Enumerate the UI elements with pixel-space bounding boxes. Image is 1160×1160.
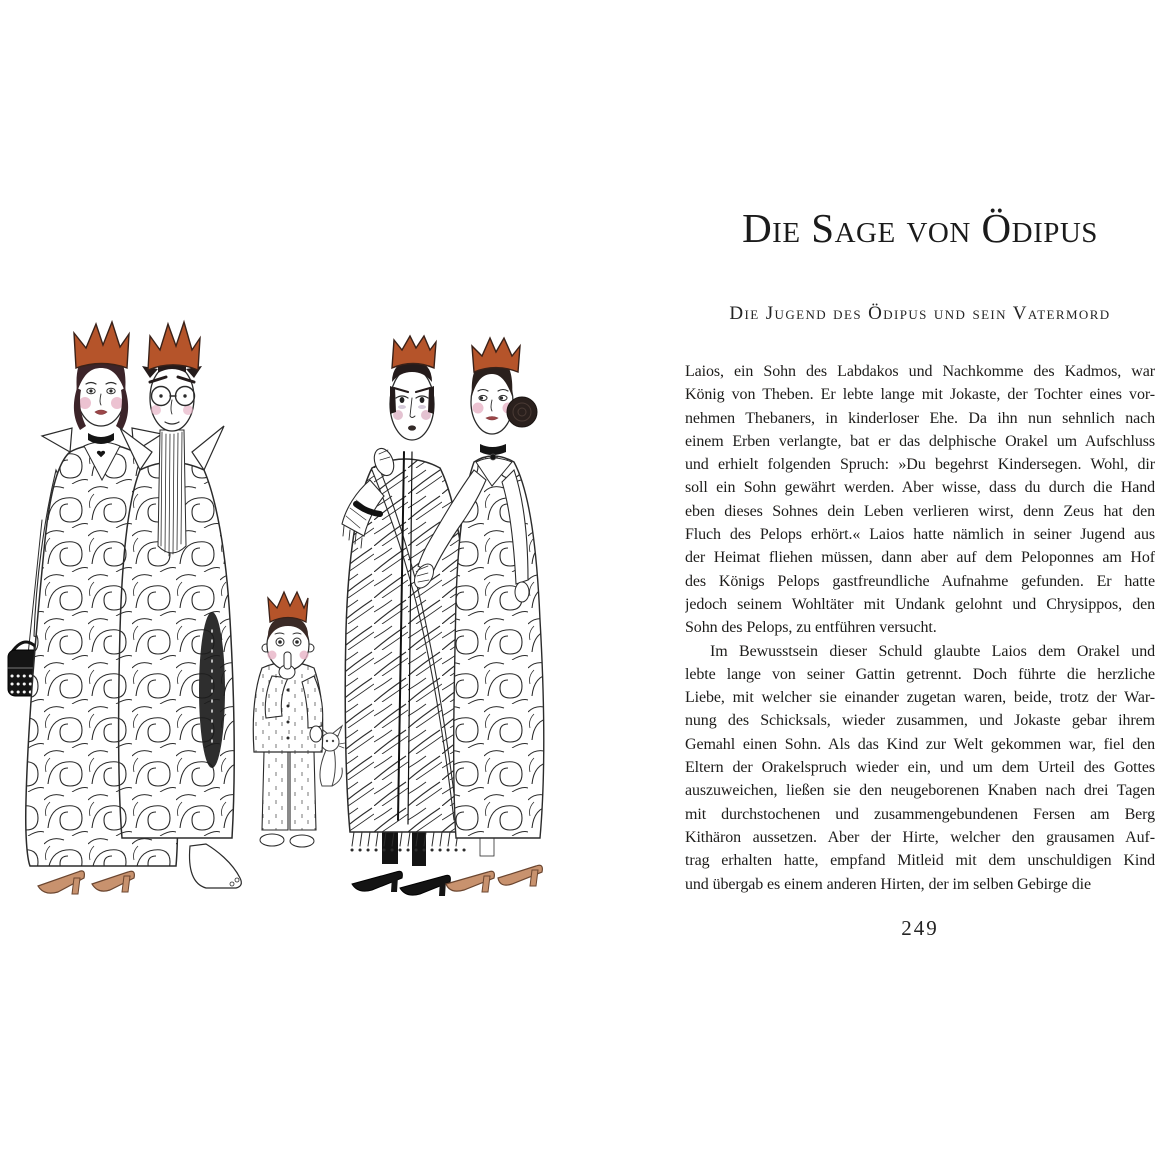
body-line: eben dieses Sohnes dein Leben verlieren wirst, denn Zeus hat den	[685, 502, 1155, 520]
body-line: Im Bewusstsein dieser Schuld glaubte Laios dem Orakel und	[710, 642, 1155, 660]
crown	[268, 592, 308, 622]
crown	[392, 336, 436, 368]
body-line: lebte lange von seiner Gattin getrennt. Doch führte die herzliche	[685, 665, 1155, 683]
body-line: und übergab es einem anderen Hirten, der im selben Gebirge die	[685, 875, 1091, 893]
body-line: des Königs Pelops gastfreundliche Aufnahme gefunden. Er hatte	[685, 572, 1155, 590]
page-number: 249	[901, 916, 939, 940]
body-line: auszuweichen, ließen sie den neugeborenen Knaben nach drei Tagen	[685, 782, 1155, 800]
body-line: und erhielt folgenden Spruch: »Du begehrst Kindersegen. Wohl, dir	[685, 456, 1155, 474]
body-line: jedoch seinem Wohltäter mit Undank gelohnt und Chrysippos, den	[685, 595, 1155, 613]
body-line: Gemahl einen Sohn. Als das Kind zur Welt gekommen war, fiel den	[685, 735, 1155, 753]
body-text	[685, 360, 1155, 896]
body-line: mit durchstochenen und zusammengebundenen Fersen am Berg	[685, 805, 1155, 823]
body-line: Kithäron aussetzen. Aber der Hirte, welcher den grausamen Auf-	[685, 828, 1155, 846]
body-line: Sohn des Pelops, zu entführen versucht.	[685, 619, 937, 637]
body-line: Liebe, mit welcher sie einander zugetan waren, beide, trotz der War-	[685, 689, 1155, 707]
crown	[472, 338, 520, 372]
chapter-title: Die Sage von Ödipus	[742, 205, 1098, 251]
body-line: einem Erben verlangte, bat er das delphische Orakel um Aufschluss	[685, 432, 1155, 450]
body-line: Laios, ein Sohn des Labdakos und Nachkomme des Kadmos, war	[685, 363, 1155, 380]
crown	[148, 322, 200, 370]
body-line: König von Theben. Er lebte lange mit Jokaste, der Tochter eines vor-	[685, 386, 1155, 404]
body-line: der Heimat fliehen müssen, dann aber auf dem Peloponnes am Hof	[685, 549, 1155, 567]
body-line: trag erhalten hatte, empfand Mitleid mit dem unschuldigen Kind	[685, 852, 1155, 870]
body-line: Eltern der Orakelspruch wieder ein, und um dem Urteil des Gottes	[685, 759, 1155, 777]
body-line: Fluch des Pelops erhört.« Laios hatte nämlich in seiner Jugend aus	[685, 526, 1155, 544]
section-subtitle: Die Jugend des Ödipus und sein Vatermord	[729, 303, 1111, 324]
king-right-figure	[342, 336, 472, 896]
body-line: soll ein Sohn gewährt werden. Aber wisse, dass du durch die Hand	[685, 479, 1155, 497]
body-line: nung des Schicksals, wieder zusammen, und Jokaste gebar ihrem	[685, 712, 1155, 730]
boy-figure	[253, 592, 345, 847]
body-line: nehmen Thebaners, in kinderloser Ehe. Da ihn nun sehnlich nach	[685, 409, 1155, 427]
crown	[74, 322, 129, 368]
text-column	[685, 0, 1155, 1160]
king-left-figure	[119, 322, 242, 888]
